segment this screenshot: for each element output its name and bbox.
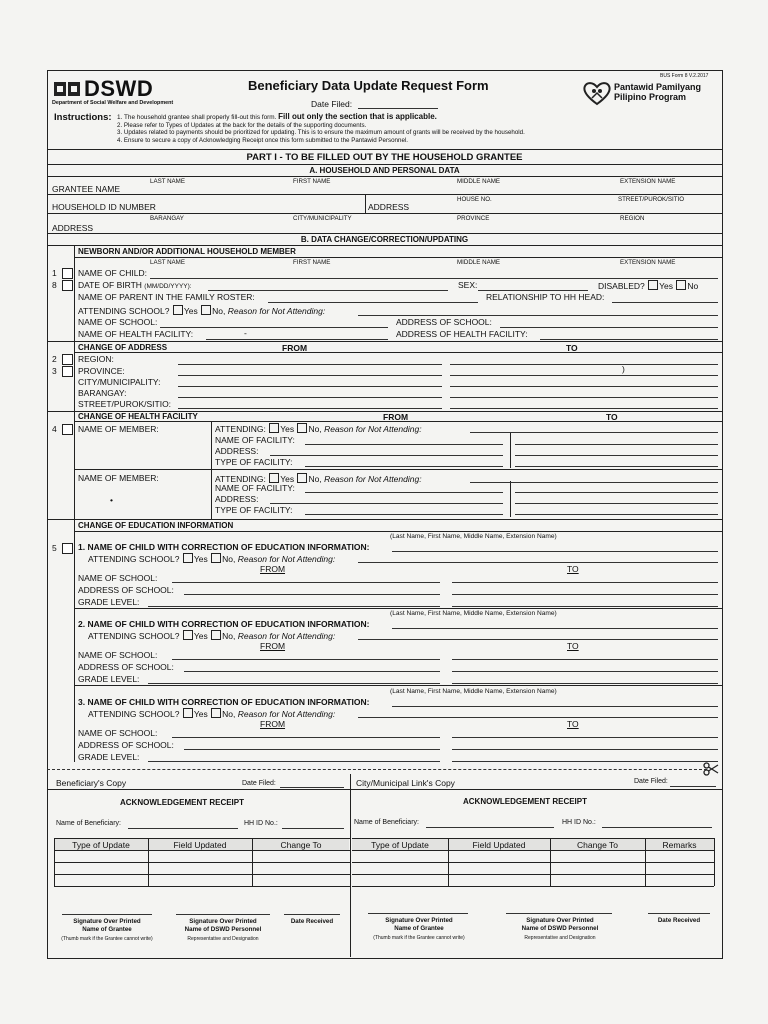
- date-filed-line: [358, 108, 438, 109]
- instruction-1-text: 1. The household grantee shall properly fill-out this form.: [117, 114, 277, 121]
- cml-copy-label: City/Municipal Link's Copy: [356, 778, 455, 788]
- col-first-name: FIRST NAME: [293, 178, 331, 185]
- nb-col-ext: EXTENSION NAME: [620, 259, 676, 266]
- left-beneficiary-name-line[interactable]: [128, 828, 238, 829]
- to-line[interactable]: [450, 408, 718, 409]
- education-school-address-label: ADDRESS OF SCHOOL:: [78, 585, 174, 595]
- rule: [74, 685, 722, 686]
- rule: [350, 789, 722, 790]
- education-yes-checkbox[interactable]: [183, 553, 193, 563]
- rule: [47, 233, 722, 234]
- from-line[interactable]: [178, 386, 442, 387]
- left-sig1-note: (Thumb mark if the Grantee cannot write): [61, 936, 153, 942]
- right-date-received-line[interactable]: [648, 913, 710, 914]
- rule: [47, 519, 722, 520]
- to-line[interactable]: [452, 594, 718, 595]
- from-line[interactable]: [305, 466, 503, 467]
- row-number-2: 2: [52, 354, 57, 364]
- sex-label: SEX:: [458, 280, 478, 290]
- to-line[interactable]: [452, 683, 718, 684]
- education-from-heading: FROM: [260, 641, 286, 651]
- facility-type-label: TYPE OF FACILITY:: [215, 457, 293, 467]
- street-label: STREET/PUROK/SITIO:: [78, 399, 172, 409]
- attending-reason-label: Reason for Not Attending:: [227, 306, 326, 316]
- attending-yes-label: Yes: [183, 306, 198, 316]
- right-hh-id-line[interactable]: [602, 827, 712, 828]
- health2-yes-label: Yes: [280, 474, 295, 484]
- rule: [54, 838, 350, 839]
- section-a-title: A. HOUSEHOLD AND PERSONAL DATA: [309, 166, 460, 175]
- health2-reason-line[interactable]: [470, 482, 718, 483]
- rule: [74, 421, 722, 422]
- rule: [54, 862, 350, 863]
- rule: [352, 850, 714, 851]
- health-address-label: ADDRESS OF HEALTH FACILITY:: [396, 329, 528, 339]
- col-last-name: LAST NAME: [150, 178, 185, 185]
- right-sig1-note: (Thumb mark if the Grantee cannot write): [373, 935, 465, 941]
- right-sig1-sub: Name of Grantee: [394, 925, 444, 932]
- disabled-text: DISABLED?: [598, 281, 645, 291]
- right-date-received-label: Date Received: [657, 917, 701, 924]
- education-yes-label: Yes: [193, 554, 208, 564]
- health-reason-line[interactable]: [470, 432, 718, 433]
- rule: [510, 481, 511, 517]
- health-no-checkbox[interactable]: [297, 423, 307, 433]
- education-attending-text: ATTENDING SCHOOL?: [88, 631, 180, 641]
- education-to-heading: TO: [567, 564, 579, 574]
- rule: [74, 469, 722, 470]
- row-number-4: 4: [52, 424, 57, 434]
- col-barangay: BARANGAY: [150, 215, 184, 222]
- education-school-label: NAME OF SCHOOL:: [78, 728, 158, 738]
- rule: [47, 176, 722, 177]
- left-beneficiary-name-label: Name of Beneficiary:: [56, 820, 121, 827]
- education-grade-label: GRADE LEVEL:: [78, 674, 140, 684]
- left-col-field: Field Updated: [173, 840, 227, 850]
- address-checkbox-2[interactable]: [62, 354, 73, 365]
- name-of-child-line[interactable]: [150, 278, 718, 279]
- province-label: PROVINCE:: [78, 366, 125, 376]
- rule: [47, 213, 722, 214]
- left-sig1-sub: Name of Grantee: [82, 926, 132, 933]
- province-mark: ): [622, 364, 625, 374]
- from-line[interactable]: [270, 455, 503, 456]
- right-date-filed-line[interactable]: [670, 786, 716, 787]
- disabled-yes-label: Yes: [659, 281, 674, 291]
- to-line[interactable]: [450, 397, 718, 398]
- education-reason-line[interactable]: [358, 562, 718, 563]
- col-city: CITY/MUNICIPALITY: [293, 215, 352, 222]
- left-sig2-title: Signature Over Printed: [189, 918, 257, 925]
- rule: [47, 341, 722, 342]
- left-col-type: Type of Update: [72, 840, 130, 850]
- right-col-field: Field Updated: [472, 840, 526, 850]
- education-child-2-line[interactable]: [392, 628, 718, 629]
- attending-no-label: No,: [212, 306, 226, 316]
- rule: [714, 838, 715, 886]
- health2-no-label: No,: [308, 474, 322, 484]
- education-from-heading: FROM: [260, 719, 286, 729]
- education-to-heading: TO: [567, 641, 579, 651]
- col-extension-name: EXTENSION NAME: [620, 178, 676, 185]
- right-sig2-line[interactable]: [506, 913, 612, 914]
- rule: [54, 874, 350, 875]
- attending-no-checkbox[interactable]: [201, 305, 211, 315]
- nb-col-first: FIRST NAME: [293, 259, 331, 266]
- education-attending-label: [88, 630, 335, 641]
- education-child-2-label: 2. NAME OF CHILD WITH CORRECTION OF EDUCATION INFORMATION:: [78, 619, 370, 629]
- to-line[interactable]: [450, 386, 718, 387]
- rule: [54, 850, 350, 851]
- education-grade-label: GRADE LEVEL:: [78, 597, 140, 607]
- attending-yes-checkbox[interactable]: [173, 305, 183, 315]
- rule: [47, 245, 722, 246]
- newborn-checkbox-8[interactable]: [62, 280, 73, 291]
- rule: [54, 886, 350, 887]
- health-yes-checkbox[interactable]: [269, 423, 279, 433]
- col-house-no: HOUSE NO.: [457, 196, 492, 203]
- parent-label: NAME OF PARENT IN THE FAMILY ROSTER:: [78, 292, 255, 302]
- education-school-label: NAME OF SCHOOL:: [78, 650, 158, 660]
- receipt-divider: [350, 774, 351, 957]
- col-region: REGION: [620, 215, 645, 222]
- to-line[interactable]: [515, 466, 718, 467]
- left-date-filed-line[interactable]: [280, 787, 344, 788]
- left-sig1-line[interactable]: [62, 914, 152, 915]
- from-line[interactable]: [178, 364, 442, 365]
- education-school-address-label: ADDRESS OF SCHOOL:: [78, 740, 174, 750]
- education-grade-label: GRADE LEVEL:: [78, 752, 140, 762]
- change-health-title: CHANGE OF HEALTH FACILITY: [78, 412, 198, 421]
- relationship-label: RELATIONSHIP TO HH HEAD:: [486, 292, 605, 302]
- education-attending-text: ATTENDING SCHOOL?: [88, 709, 180, 719]
- education-child-3-line[interactable]: [392, 706, 718, 707]
- from-line[interactable]: [172, 737, 440, 738]
- facility2-address-label: ADDRESS:: [215, 494, 259, 504]
- rule: [47, 164, 722, 165]
- disabled-no-checkbox[interactable]: [676, 280, 686, 290]
- education-no-checkbox[interactable]: [211, 630, 221, 640]
- education-child-1-label: 1. NAME OF CHILD WITH CORRECTION OF EDUCATION INFORMATION:: [78, 542, 370, 552]
- right-hh-id-label: HH ID No.:: [562, 819, 596, 826]
- education-no-label: No,: [222, 631, 236, 641]
- rule: [47, 149, 722, 150]
- education-no-checkbox[interactable]: [211, 708, 221, 718]
- to-line[interactable]: [452, 761, 718, 762]
- dob-format: (MM/DD/YYYY):: [144, 283, 192, 290]
- left-sig2-sub: Name of DSWD Personnel: [184, 926, 262, 933]
- education-attending-label: [88, 708, 335, 719]
- attending-school-label: [78, 305, 325, 316]
- newborn-checkbox-1[interactable]: [62, 268, 73, 279]
- right-sig2-sub: Name of DSWD Personnel: [521, 925, 599, 932]
- reason-line[interactable]: [358, 315, 718, 316]
- to-line[interactable]: [452, 737, 718, 738]
- heart-family-icon: [582, 80, 612, 106]
- left-col-change: Change To: [280, 840, 322, 850]
- health-no-label: No,: [308, 424, 322, 434]
- from-line[interactable]: [148, 683, 440, 684]
- program-name-line2: Pilipino Program: [614, 92, 687, 102]
- beneficiary-copy-label: Beneficiary's Copy: [56, 778, 127, 788]
- rule: [352, 838, 714, 839]
- health2-attending-text: ATTENDING:: [215, 474, 266, 484]
- program-name-line1: Pantawid Pamilyang: [614, 82, 702, 92]
- row-number-8: 8: [52, 280, 57, 290]
- attending-text: ATTENDING SCHOOL?: [78, 306, 170, 316]
- education-reason-label: Reason for Not Attending:: [237, 709, 336, 719]
- education-to-heading: TO: [567, 719, 579, 729]
- left-receipt-title: ACKNOWLEDGEMENT RECEIPT: [120, 798, 244, 807]
- barangay-label: BARANGAY:: [78, 388, 127, 398]
- right-sig2-title: Signature Over Printed: [526, 917, 594, 924]
- rule: [211, 421, 212, 519]
- education-child-3-label: 3. NAME OF CHILD WITH CORRECTION OF EDUCATION INFORMATION:: [78, 697, 370, 707]
- school-label: NAME OF SCHOOL:: [78, 317, 158, 327]
- education-school-address-label: ADDRESS OF SCHOOL:: [78, 662, 174, 672]
- health-attending-text: ATTENDING:: [215, 424, 266, 434]
- scissors-icon: [703, 762, 719, 776]
- col-street: STREET/PUROK/SITIO: [618, 196, 685, 203]
- health-reason-label: Reason for Not Attending:: [324, 424, 422, 434]
- address-from-heading: FROM: [282, 343, 308, 353]
- right-col-remarks: Remarks: [662, 840, 697, 850]
- dob-text: DATE OF BIRTH: [78, 280, 142, 290]
- rule: [352, 886, 714, 887]
- left-sig2-note: Representative and Designation: [187, 936, 259, 942]
- from-line[interactable]: [178, 408, 442, 409]
- education-attending-label: [88, 553, 335, 564]
- health2-reason-label: Reason for Not Attending:: [324, 474, 422, 484]
- right-beneficiary-name-label: Name of Beneficiary:: [354, 819, 419, 826]
- health-from-heading: FROM: [383, 412, 409, 422]
- education-reason-label: Reason for Not Attending:: [237, 631, 336, 641]
- disabled-no-label: No: [687, 281, 699, 291]
- dob-label: [78, 280, 192, 292]
- date-filed-label: Date Filed:: [311, 99, 353, 109]
- to-line[interactable]: [515, 503, 718, 504]
- rule: [47, 789, 350, 790]
- health-facility-label: NAME OF HEALTH FACILITY:: [78, 329, 194, 339]
- from-line[interactable]: [270, 503, 503, 504]
- education-from-heading: FROM: [260, 564, 286, 574]
- health-yes-label: Yes: [280, 424, 295, 434]
- left-date-filed-label: Date Filed:: [242, 780, 276, 787]
- rule: [352, 874, 714, 875]
- from-line[interactable]: [305, 514, 503, 515]
- to-line[interactable]: [452, 659, 718, 660]
- health-attending-label: [215, 423, 422, 434]
- education-attending-text: ATTENDING SCHOOL?: [88, 554, 180, 564]
- name-of-child-label: NAME OF CHILD:: [78, 268, 147, 278]
- right-sig2-note: Representative and Designation: [524, 935, 596, 941]
- to-line[interactable]: [452, 671, 718, 672]
- education-reason-line[interactable]: [358, 717, 718, 718]
- right-date-filed-label: Date Filed:: [634, 778, 668, 785]
- rule: [74, 608, 722, 609]
- row-number-1: 1: [52, 268, 57, 278]
- from-line[interactable]: [184, 594, 440, 595]
- dob-line[interactable]: [208, 290, 448, 291]
- right-beneficiary-name-line[interactable]: [426, 827, 554, 828]
- right-col-type: Type of Update: [371, 840, 429, 850]
- instruction-1-emphasis: Fill out only the section that is applicable.: [278, 112, 437, 121]
- education-reason-label: Reason for Not Attending:: [237, 554, 336, 564]
- education-no-label: No,: [222, 709, 236, 719]
- sex-line[interactable]: [478, 290, 588, 291]
- address2-label: ADDRESS: [52, 223, 94, 233]
- from-line[interactable]: [305, 444, 503, 445]
- right-sig1-title: Signature Over Printed: [385, 917, 453, 924]
- section-b-title: B. DATA CHANGE/CORRECTION/UPDATING: [300, 235, 469, 244]
- part1-title: PART I - TO BE FILLED OUT BY THE HOUSEHOLD GRANTEE: [246, 152, 523, 163]
- region-label: REGION:: [78, 354, 114, 364]
- education-yes-checkbox[interactable]: [183, 708, 193, 718]
- to-line[interactable]: [515, 514, 718, 515]
- education-yes-checkbox[interactable]: [183, 630, 193, 640]
- to-line[interactable]: [515, 455, 718, 456]
- facility2-name-label: NAME OF FACILITY:: [215, 483, 295, 493]
- left-hh-id-label: HH ID No.:: [244, 820, 278, 827]
- change-education-title: CHANGE OF EDUCATION INFORMATION: [78, 521, 234, 530]
- grantee-name-label: GRANTEE NAME: [52, 184, 121, 194]
- to-line[interactable]: [452, 582, 718, 583]
- school-address-line[interactable]: [500, 327, 718, 328]
- from-line[interactable]: [172, 659, 440, 660]
- address-checkbox-3[interactable]: [62, 366, 73, 377]
- from-line[interactable]: [148, 606, 440, 607]
- household-id-label: HOUSEHOLD ID NUMBER: [52, 202, 156, 212]
- education-reason-line[interactable]: [358, 639, 718, 640]
- education-school-label: NAME OF SCHOOL:: [78, 573, 158, 583]
- newborn-title: NEWBORN AND/OR ADDITIONAL HOUSEHOLD MEMBER: [78, 247, 296, 256]
- education-yes-label: Yes: [193, 631, 208, 641]
- from-line[interactable]: [178, 397, 442, 398]
- education-checkbox-5[interactable]: [62, 543, 73, 554]
- from-line[interactable]: [178, 375, 442, 376]
- instructions-label: Instructions:: [54, 112, 112, 123]
- from-line[interactable]: [148, 761, 440, 762]
- address-label: ADDRESS: [368, 202, 410, 212]
- instruction-2: 2. Please refer to Types of Updates at the back for the details of the supporting documents.: [117, 122, 367, 129]
- to-line[interactable]: [452, 606, 718, 607]
- health-address-line[interactable]: [540, 339, 718, 340]
- education-name-hint: (Last Name, First Name, Middle Name, Extension Name): [390, 688, 557, 695]
- left-sig1-title: Signature Over Printed: [73, 918, 141, 925]
- to-line[interactable]: [515, 492, 718, 493]
- member2-name-label: NAME OF MEMBER:: [78, 473, 159, 483]
- form-code: BUS Form 8 V.2.2017: [660, 73, 709, 79]
- school-line[interactable]: [160, 327, 388, 328]
- col-province: PROVINCE: [457, 215, 490, 222]
- health-checkbox-4[interactable]: [62, 424, 73, 435]
- instruction-4: 4. Ensure to secure a copy of Acknowledging Receipt once this form submitted to the Pantawid Personnel.: [117, 137, 408, 144]
- rule: [510, 432, 511, 468]
- member-name-label: NAME OF MEMBER:: [78, 424, 159, 434]
- agency-subtitle: Department of Social Welfare and Development: [52, 100, 174, 106]
- parent-line[interactable]: [268, 302, 478, 303]
- health2-yes-checkbox[interactable]: [269, 473, 279, 483]
- instruction-1: [117, 113, 437, 122]
- address-to-heading: TO: [566, 343, 578, 353]
- instruction-3: 3. Updates related to payments should be prioritized for updating. This is to ensure the maximum amount of grants will be received by the household.: [117, 129, 525, 136]
- member2-mark: •: [110, 495, 113, 505]
- disabled-yes-checkbox[interactable]: [648, 280, 658, 290]
- col-middle-name: MIDDLE NAME: [457, 178, 500, 185]
- education-name-hint: (Last Name, First Name, Middle Name, Extension Name): [390, 533, 557, 540]
- health-mark: -: [244, 328, 247, 338]
- education-no-checkbox[interactable]: [211, 553, 221, 563]
- relationship-line[interactable]: [612, 302, 718, 303]
- dswd-emblem-icon: [52, 78, 82, 100]
- rule: [365, 194, 366, 214]
- health-to-heading: TO: [606, 412, 618, 422]
- facility2-type-label: TYPE OF FACILITY:: [215, 505, 293, 515]
- left-date-received-label: Date Received: [290, 918, 334, 925]
- rule: [352, 862, 714, 863]
- from-line[interactable]: [184, 671, 440, 672]
- right-col-change: Change To: [577, 840, 618, 850]
- form-title: Beneficiary Data Update Request Form: [248, 78, 489, 93]
- right-receipt-title: ACKNOWLEDGEMENT RECEIPT: [463, 797, 587, 806]
- right-sig1-line[interactable]: [368, 913, 468, 914]
- row-number-3: 3: [52, 366, 57, 376]
- facility-name-label: NAME OF FACILITY:: [215, 435, 295, 445]
- school-address-label: ADDRESS OF SCHOOL:: [396, 317, 492, 327]
- education-no-label: No,: [222, 554, 236, 564]
- health2-no-checkbox[interactable]: [297, 473, 307, 483]
- nb-col-last: LAST NAME: [150, 259, 185, 266]
- education-yes-label: Yes: [193, 709, 208, 719]
- nb-col-middle: MIDDLE NAME: [457, 259, 500, 266]
- education-child-1-line[interactable]: [392, 551, 718, 552]
- education-name-hint: (Last Name, First Name, Middle Name, Extension Name): [390, 610, 557, 617]
- to-line[interactable]: [450, 375, 718, 376]
- disabled-label: [598, 280, 698, 291]
- to-line[interactable]: [515, 444, 718, 445]
- rule: [74, 352, 722, 353]
- left-date-received-line[interactable]: [284, 914, 340, 915]
- city-label: CITY/MUNICIPALITY:: [78, 377, 161, 387]
- left-hh-id-line[interactable]: [282, 828, 344, 829]
- row-number-5: 5: [52, 543, 57, 553]
- cut-line: [47, 769, 707, 770]
- agency-name: DSWD: [84, 76, 154, 101]
- left-sig2-line[interactable]: [176, 914, 270, 915]
- from-line[interactable]: [184, 749, 440, 750]
- health-facility-line[interactable]: [206, 339, 388, 340]
- from-line[interactable]: [172, 582, 440, 583]
- to-line[interactable]: [450, 364, 718, 365]
- rule: [74, 531, 722, 532]
- facility-address-label: ADDRESS:: [215, 446, 259, 456]
- rule: [74, 257, 722, 258]
- from-line[interactable]: [305, 492, 503, 493]
- change-address-title: CHANGE OF ADDRESS: [78, 343, 168, 352]
- rule: [47, 194, 722, 195]
- to-line[interactable]: [452, 749, 718, 750]
